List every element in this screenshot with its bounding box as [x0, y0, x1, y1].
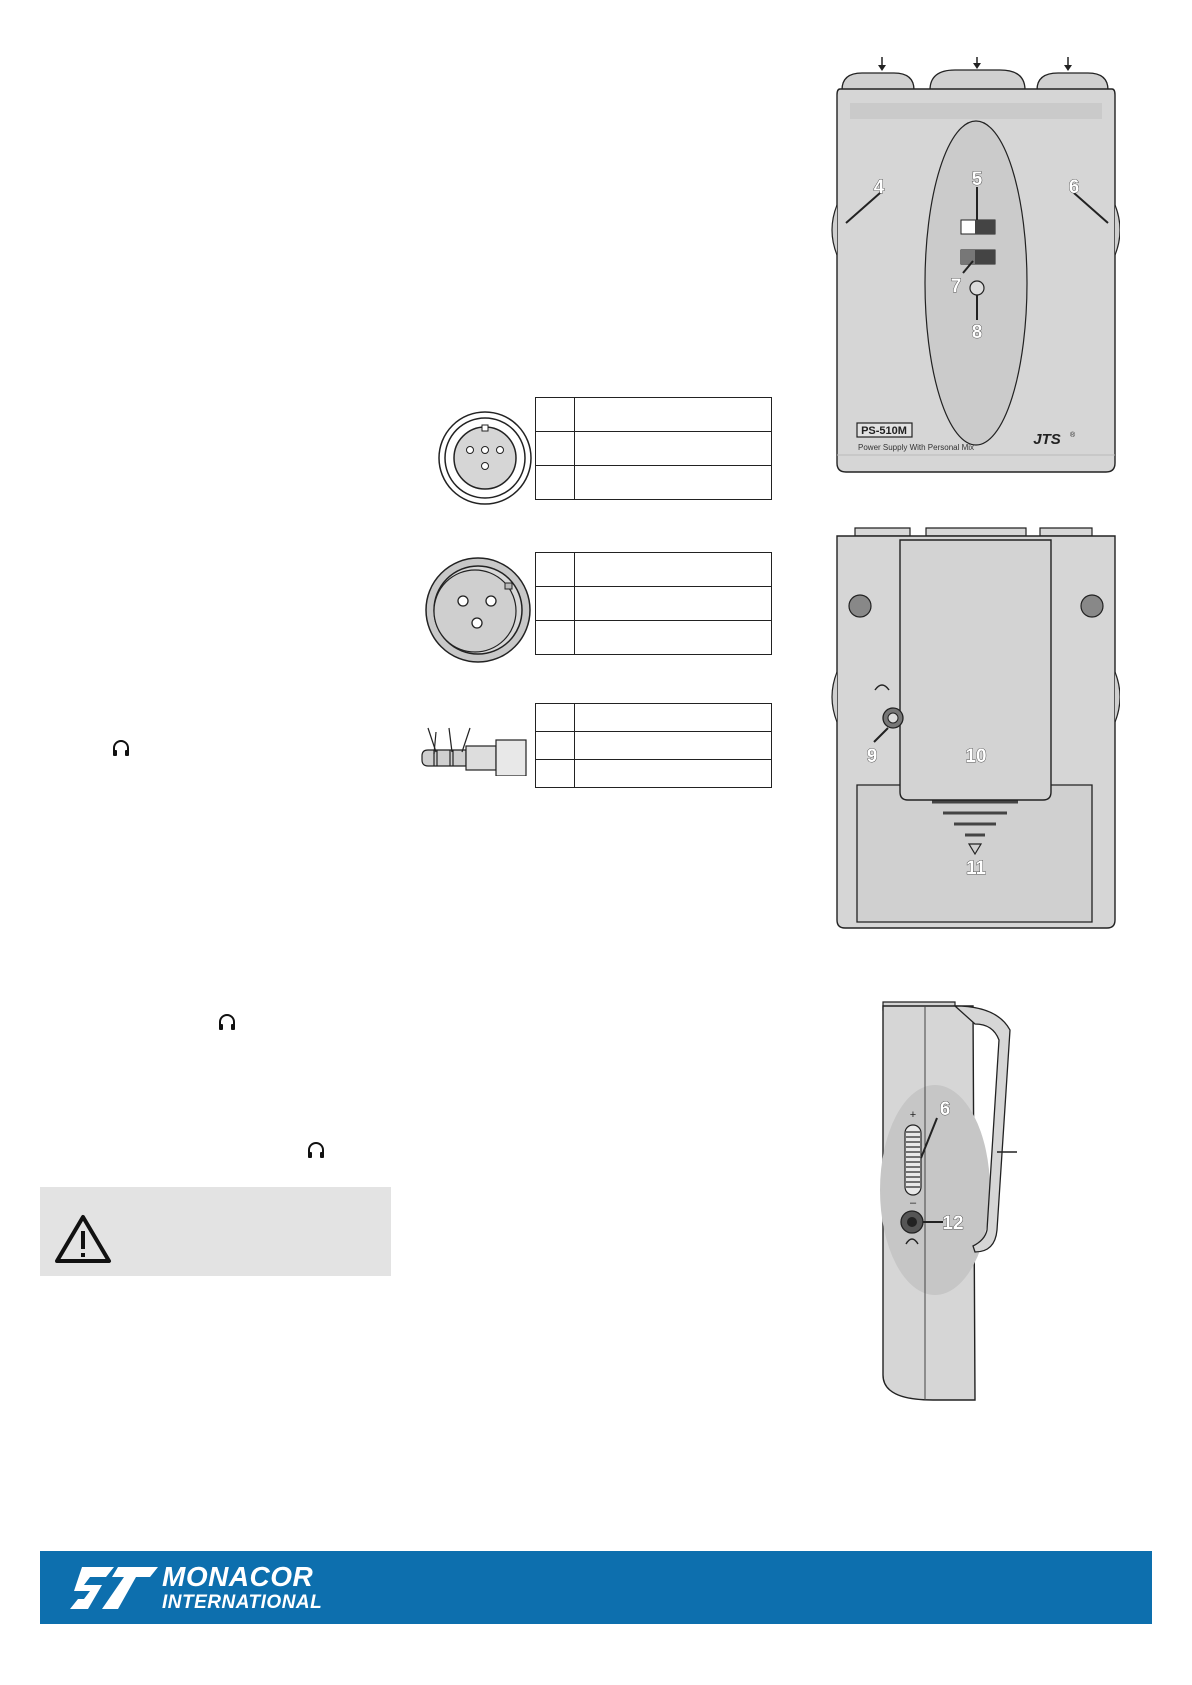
device-side-view — [875, 990, 1035, 1410]
callout-10: 10 — [965, 746, 987, 767]
table-row — [536, 587, 772, 621]
warning-triangle-icon — [54, 1213, 112, 1265]
callout-12: 12 — [942, 1213, 964, 1234]
footer-brand-line2: INTERNATIONAL — [162, 1592, 323, 1613]
footer-bar — [40, 1551, 1152, 1624]
pin-table-jack — [535, 703, 772, 788]
callout-8: 8 — [971, 322, 983, 343]
callout-7: 7 — [950, 276, 962, 297]
callout-5: 5 — [971, 169, 983, 190]
tagline-label: Power Supply With Personal Mix — [858, 443, 975, 452]
headphones-icon — [306, 1140, 326, 1160]
callout-9: 9 — [866, 746, 878, 767]
callout-6: 6 — [939, 1099, 951, 1120]
footer-brand-line1: MONACOR — [162, 1561, 314, 1592]
table-row — [536, 621, 772, 655]
table-row — [536, 432, 772, 466]
monacor-logo-icon — [68, 1565, 160, 1611]
xlr3-connector — [423, 555, 533, 665]
callout-6: 6 — [1068, 177, 1080, 198]
pin-table-xlr4 — [535, 397, 772, 500]
table-row — [536, 760, 772, 788]
callout-4: 4 — [873, 177, 885, 198]
table-row — [536, 398, 772, 432]
warning-box — [40, 1187, 391, 1276]
table-row — [536, 704, 772, 732]
brand-logo: JTS — [1033, 431, 1061, 448]
table-row — [536, 732, 772, 760]
headphones-icon — [217, 1012, 237, 1032]
table-row — [536, 466, 772, 500]
registered-mark: ® — [1070, 432, 1076, 439]
table-row — [536, 553, 772, 587]
stereo-jack-plug — [420, 722, 530, 776]
model-label: PS-510M — [861, 425, 907, 437]
callout-11: 11 — [965, 858, 987, 879]
pin-table-xlr3 — [535, 552, 772, 655]
headphones-icon — [111, 738, 131, 758]
xlr4-connector — [435, 408, 535, 508]
device-back-view — [830, 522, 1120, 932]
volume-minus-label: – — [909, 1197, 917, 1209]
device-front-view — [830, 55, 1120, 475]
volume-plus-label: + — [909, 1109, 917, 1121]
